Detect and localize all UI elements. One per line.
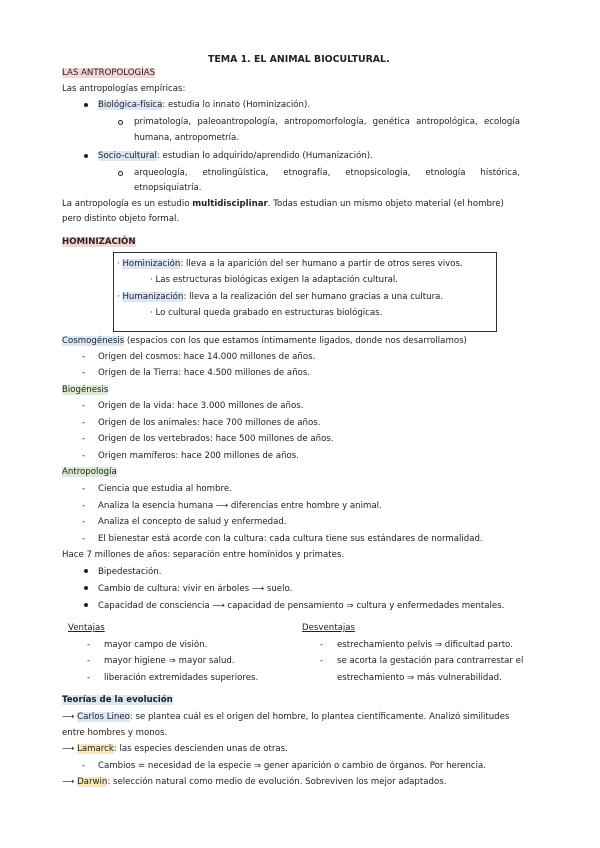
dash-marker: - <box>82 451 86 461</box>
list-item: Ciencia que estudia al hombre. <box>98 484 232 494</box>
dash-marker: - <box>320 640 324 650</box>
cosmogenesis-line: Cosmogénesis (espacios con los que estamos íntimamente ligados, donde nos desarrollamos) <box>62 336 467 346</box>
list-item: Cambio de cultura: vivir en árboles ⟶ suelo. <box>98 584 293 594</box>
dash-marker: - <box>87 656 91 666</box>
dash-marker: - <box>82 534 86 544</box>
bullet-dot <box>84 154 88 158</box>
sub-bullet-circle <box>118 120 123 125</box>
lamarck-line: ⟶ Lamarck: las especies descienden unas de otras. <box>62 744 288 754</box>
intro-text: Las antropologías empíricas: <box>62 84 186 94</box>
multidisciplinar-paragraph-line2: pero distinto objeto formal. <box>62 214 180 224</box>
list-item: Origen de la vida: hace 3.000 millones de años. <box>98 401 304 411</box>
separacion-line: Hace 7 millones de años: separación entre homínidos y primates. <box>62 550 345 560</box>
list-item: Analiza el concepto de salud y enfermedad. <box>98 517 287 527</box>
dash-marker: - <box>82 434 86 444</box>
list-item: Origen de los vertebrados: hace 500 millones de años. <box>98 434 334 444</box>
ventaja-item: mayor campo de visión. <box>104 640 208 650</box>
section-heading-antropologias: LAS ANTROPOLOGÍAS <box>62 68 156 78</box>
bullet-biologica: Biológica-física: estudia lo innato (Hominización). <box>98 100 311 110</box>
list-item: Origen del cosmos: hace 14.000 millones de años. <box>98 352 316 362</box>
lineo-line1: ⟶ Carlos Lineo: se plantea cuál es el origen del hombre, lo plantea científicamente. Analizó similitudes <box>62 712 510 722</box>
list-item: Origen mamíferos: hace 200 millones de años. <box>98 451 300 461</box>
box-humanizacion-line: · Humanización: lleva a la realización del ser humano gracias a una cultura. <box>117 292 444 302</box>
desventaja-item: se acorta la gestación para contrarrestar el <box>337 656 524 666</box>
ventajas-title: Ventajas <box>68 623 105 633</box>
sociocultural-subtopics-line2: etnopsiquiatría. <box>134 183 202 193</box>
box-hominizacion-line: · Hominización: lleva a la aparición del ser humano a partir de otros seres vivos. <box>117 259 463 269</box>
lamarck-sub-item: Cambios = necesidad de la especie ⇒ gener aparición o cambio de órganos. Por herencia. <box>98 761 487 771</box>
bullet-dot <box>84 103 88 107</box>
darwin-line: ⟶ Darwin: selección natural como medio de evolución. Sobreviven los mejor adaptados. <box>62 777 447 787</box>
list-item: El bienestar está acorde con la cultura: cada cultura tiene sus estándares de normalidad. <box>98 534 483 544</box>
multidisciplinar-paragraph-line1: La antropología es un estudio multidisciplinar. Todas estudian un mismo objeto material (el hombre) <box>62 199 504 209</box>
list-item: Capacidad de consciencia ⟶ capacidad de pensamiento ⇒ cultura y enfermedades mentales. <box>98 601 505 611</box>
ventaja-item: liberación extremidades superiores. <box>104 673 259 683</box>
ventaja-item: mayor higiene ⇒ mayor salud. <box>104 656 235 666</box>
desventaja-item: estrechamiento ⇒ más vulnerabilidad. <box>337 673 502 683</box>
dash-marker: - <box>82 401 86 411</box>
dash-marker: - <box>82 761 86 771</box>
desventaja-item: estrechamiento pelvis ⇒ dificultad parto. <box>337 640 513 650</box>
section-heading-teorias: Teorías de la evolución <box>62 695 173 705</box>
box-cultural-line: · Lo cultural queda grabado en estructuras biológicas. <box>150 308 383 318</box>
bullet-dot <box>84 569 88 573</box>
antropologia-heading: Antropología <box>62 467 117 477</box>
bullet-dot <box>84 603 88 607</box>
biogenesis-heading: Biogénesis <box>62 385 109 395</box>
lineo-line2: entre hombres y monos. <box>62 728 168 738</box>
dash-marker: - <box>82 368 86 378</box>
box-adaptacion-line: · Las estructuras biológicas exigen la adaptación cultural. <box>150 275 399 285</box>
dash-marker: - <box>87 640 91 650</box>
bullet-dot <box>84 586 88 590</box>
document-title: TEMA 1. EL ANIMAL BIOCULTURAL. <box>208 54 390 65</box>
sub-bullet-circle <box>118 171 123 176</box>
biologica-subtopics-line1: primatología, paleoantropología, antropomorfología, genética antropológica, ecología <box>134 117 520 127</box>
list-item: Origen de la Tierra: hace 4.500 millones de años. <box>98 368 311 378</box>
list-item: Analiza la esencia humana ⟶ diferencias entre hombre y animal. <box>98 501 382 511</box>
dash-marker: - <box>82 517 86 527</box>
desventajas-title: Desventajas <box>302 623 355 633</box>
dash-marker: - <box>82 501 86 511</box>
biologica-subtopics-line2: humana, antropometría. <box>134 133 240 143</box>
dash-marker: - <box>87 673 91 683</box>
list-item: Origen de los animales: hace 700 millones de años. <box>98 418 321 428</box>
sociocultural-subtopics-line1: arqueología, etnolingüística, etnografía, etnopsicología, etnología histórica, <box>134 168 520 178</box>
dash-marker: - <box>82 352 86 362</box>
bullet-sociocultural: Socio-cultural: estudian lo adquirido/aprendido (Humanización). <box>98 151 373 161</box>
section-heading-hominizacion: HOMINIZACIÓN <box>62 237 136 247</box>
dash-marker: - <box>82 418 86 428</box>
dash-marker: - <box>82 484 86 494</box>
dash-marker: - <box>320 656 324 666</box>
list-item: Bipedestación. <box>98 567 162 577</box>
